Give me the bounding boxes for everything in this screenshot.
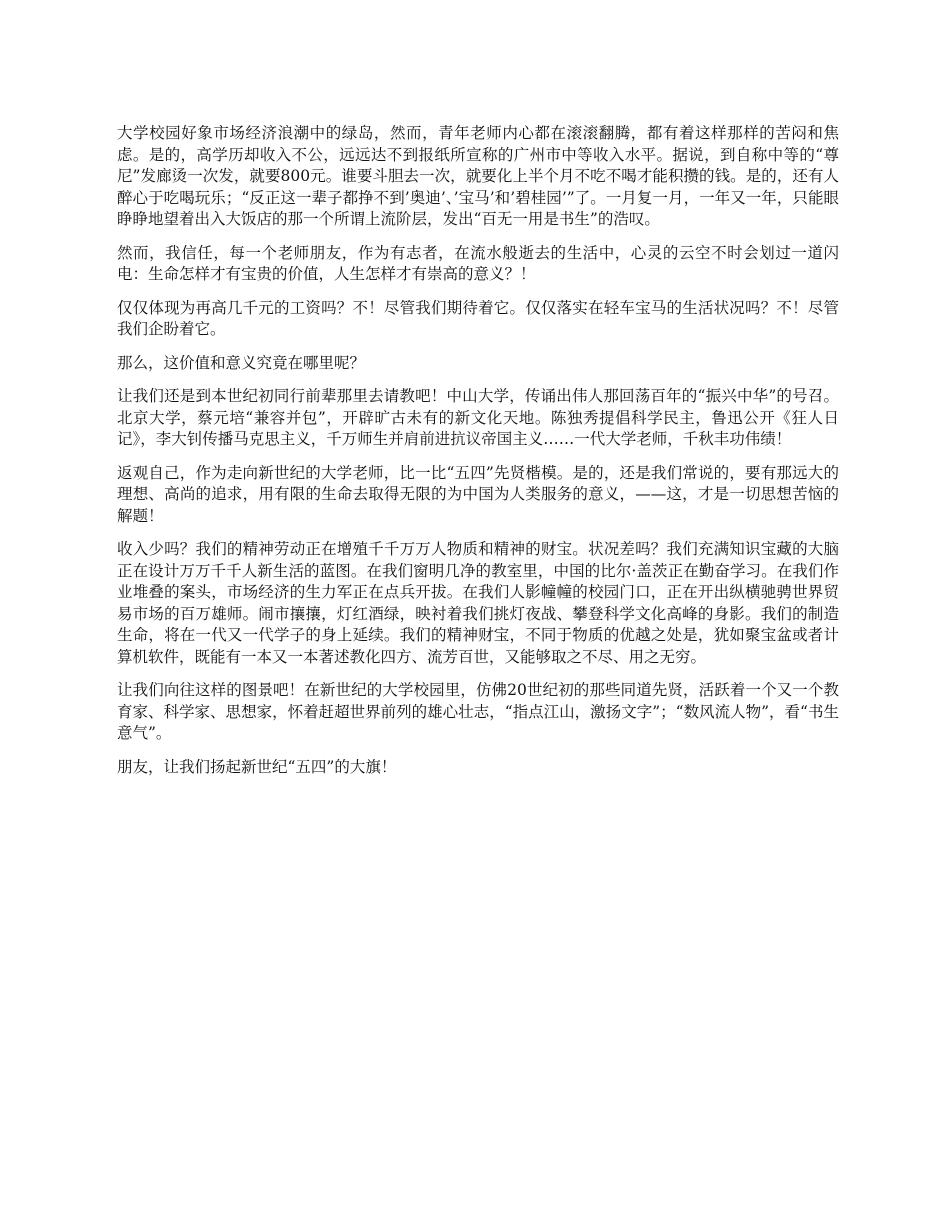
paragraph-4: 那么，这价值和意义究竟在哪里呢？: [117, 353, 366, 372]
paragraph-5: 让我们还是到本世纪初同行前辈那里去请教吧！中山大学，传诵出伟人那回荡百年的“振兴中华”的号召。北京大学，蔡元培“兼容并包”，开辟旷古未有的新文化天地。陈独秀提倡科学民主，鲁迅公开《狂人日记》，李大钊传播马克思主义，千万师生并肩前进抗议帝国主义……一代大学老师，千秋丰功伟绩！: [117, 387, 839, 448]
paragraph-9: 朋友，让我们扬起新世纪“五四”的大旗！: [117, 757, 397, 776]
paragraph-8: 让我们向往这样的图景吧！在新世纪的大学校园里，仿佛20世纪初的那些同道先贤，活跃着一个又一个教育家、科学家、思想家，怀着赶超世界前列的雄心壮志，“指点江山，激扬文字”；“数风流人物”，看“书生意气”。: [117, 681, 839, 742]
paragraph-3: 仅仅体现为再高几千元的工资吗？不！尽管我们期待着它。仅仅落实在轻车宝马的生活状况吗？不！尽管我们企盼着它。: [117, 298, 839, 338]
paragraph-6: 返观自己，作为走向新世纪的大学老师，比一比“五四”先贤楷模。是的，还是我们常说的，要有那远大的理想、高尚的追求，用有限的生命去取得无限的为中国为人类服务的意义，——这，才是一切思想苦恼的解题！: [117, 463, 839, 525]
paragraph-1: 大学校园好象市场经济浪潮中的绿岛，然而，青年老师内心都在滚滚翻腾，都有着这样那样的苦闷和焦虑。是的，高学历却收入不公，远远达不到报纸所宣称的广州市中等收入水平。据说，到自称中等的“尊尼”发廊烫一次发，就要800元。谁要斗胆去一次，就要化上半个月不吃不喝才能积攒的钱。是的，还有人醉心于吃喝玩乐；“反正这一辈子都挣不到’奥迪’、’宝马’和’碧桂园’”了。一月复一月，一年又一年，只能眼睁睁地望着出入大饭店的那一个所谓上流阶层，发出“百无一用是书生”的浩叹。: [117, 124, 839, 228]
document-body: [117, 123, 839, 790]
paragraph-2: 然而，我信任，每一个老师朋友，作为有志者，在流水般逝去的生活中，心灵的云空不时会划过一道闪电：生命怎样才有宝贵的价值，人生怎样才有崇高的意义？！: [117, 243, 839, 283]
paragraph-7: 收入少吗？我们的精神劳动正在增殖千千万万人物质和精神的财宝。状况差吗？我们充满知识宝藏的大脑正在设计万万千千人新生活的蓝图。在我们窗明几净的教室里，中国的比尔·盖茨正在勤奋学习。在我们作业堆叠的案头，市场经济的生力军正在点兵开拔。在我们人影幢幢的校园门口，正在开出纵横驰骋世界贸易市场的百万雄师。闹市攘攘，灯红酒绿，映衬着我们挑灯夜战、攀登科学文化高峰的身影。我们的制造生命，将在一代又一代学子的身上延续。我们的精神财宝，不同于物质的优越之处是，犹如聚宝盆或者计算机软件，既能有一本又一本著述教化四方、流芳百世，又能够取之不尽、用之无穷。: [117, 540, 839, 666]
